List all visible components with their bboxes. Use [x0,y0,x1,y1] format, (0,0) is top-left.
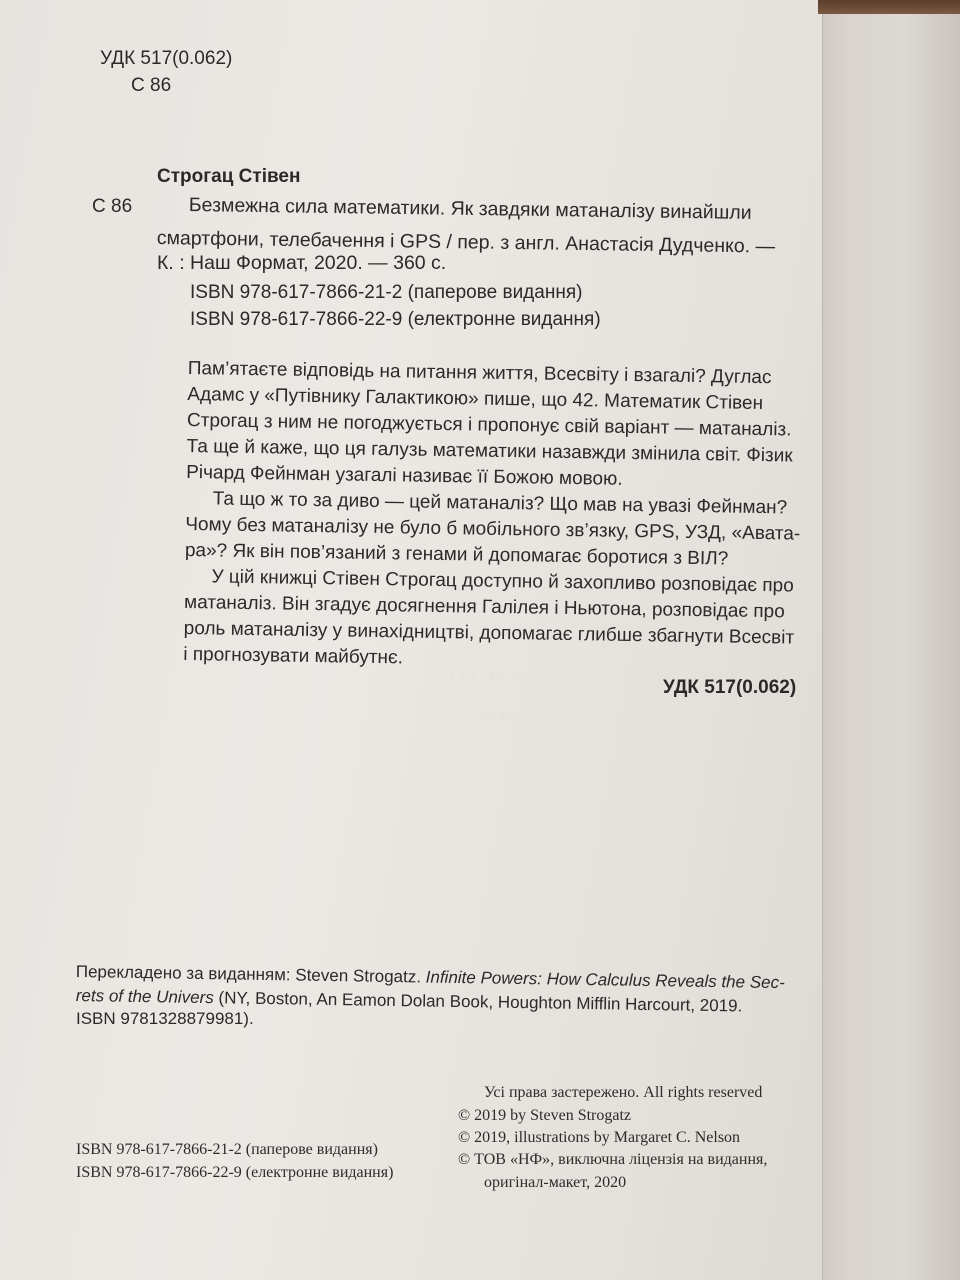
isbn-line: ISBN 978-617-7866-21-2 (паперове видання) [190,282,583,303]
original-isbn: ISBN 9781328879981). [76,1009,254,1028]
page-gutter [822,0,960,1280]
copyright-line: © 2019 by Steven Strogatz [458,1107,632,1124]
bib-line: смартфони, телебачення і GPS / пер. з англ. Анастасія Дудченко. — [156,227,776,258]
code-top: С 86 [131,75,172,96]
show-through-smudge: · · · · · · · · [470,705,546,724]
abstract-line: і прогнозувати майбутнє. [183,643,404,669]
abstract-line: У цій книжці Стівен Строгац доступно й захопливо розповідає про [211,566,794,597]
footer-isbn: ISBN 978-617-7866-21-2 (паперове видання) [76,1141,378,1158]
abstract-line: Чому без матаналізу не було б мобільного зв’язку, GPS, УЗД, «Авата- [185,513,801,545]
code-left: С 86 [92,196,133,217]
udk-bottom: УДК 517(0.062) [663,677,797,698]
abstract-line: Та що ж то за диво — цей матаналіз? Що мав на увазі Фейнман? [212,488,788,519]
copyright-line: оригінал-макет, 2020 [484,1174,627,1191]
author-name: Строгац Стівен [157,166,301,187]
abstract-line: Та ще й каже, що ця галузь математики назавжди змінила світ. Фізик [186,435,793,467]
abstract-line: ра»? Як він пов’язаний з генами й допомагає боротися з ВІЛ? [184,539,729,570]
isbn-line: ISBN 978-617-7866-22-9 (електронне видання) [190,309,601,330]
footer-isbn: ISBN 978-617-7866-22-9 (електронне видання) [76,1164,394,1181]
abstract-line: роль матаналізу у винахідництві, допомагає глибше збагнути Всесвіт [183,617,795,649]
rights-line: Усі права застережено. All rights reserved [484,1084,763,1101]
abstract-line: Строгац з ним не погоджується і пропонує свій варіант — матаналіз. [186,409,792,441]
abstract-line: Пам’ятаєте відповідь на питання життя, Всесвіту і взагалі? Дуглас [187,357,772,389]
abstract-line: Річард Фейнман узагалі називає її Божою мовою. [186,461,623,490]
original-title: Infinite Powers: How Calculus Reveals the Sec- [425,967,785,993]
show-through-smudge: · · · · · · · · · · [430,668,525,687]
page-corner-shadow [818,0,960,14]
original-publisher: (NY, Boston, An Eamon Dolan Book, Houghton Mifflin Harcourt, 2019. [213,988,743,1016]
udk-top: УДК 517(0.062) [100,48,233,69]
abstract-line: матаналіз. Він згадує досягнення Галілея і Ньютона, розповідає про [183,591,785,623]
translation-prefix: Перекладено за виданням: Steven Strogatz. [75,962,426,987]
bib-line: Безмежна сила математики. Як завдяки матаналізу винайшли [188,194,752,224]
copyright-line: © 2019, illustrations by Margaret C. Nelson [458,1129,741,1146]
bib-line: К. : Наш Формат, 2020. — 360 с. [157,252,447,274]
abstract-line: Адамс у «Путівнику Галактикою» пише, що 42. Математик Стівен [187,383,764,415]
copyright-line: © ТОВ «НФ», виключна ліцензія на видання, [458,1151,768,1168]
original-title-cont: rets of the Univers [75,986,214,1008]
abstract [183,356,803,678]
